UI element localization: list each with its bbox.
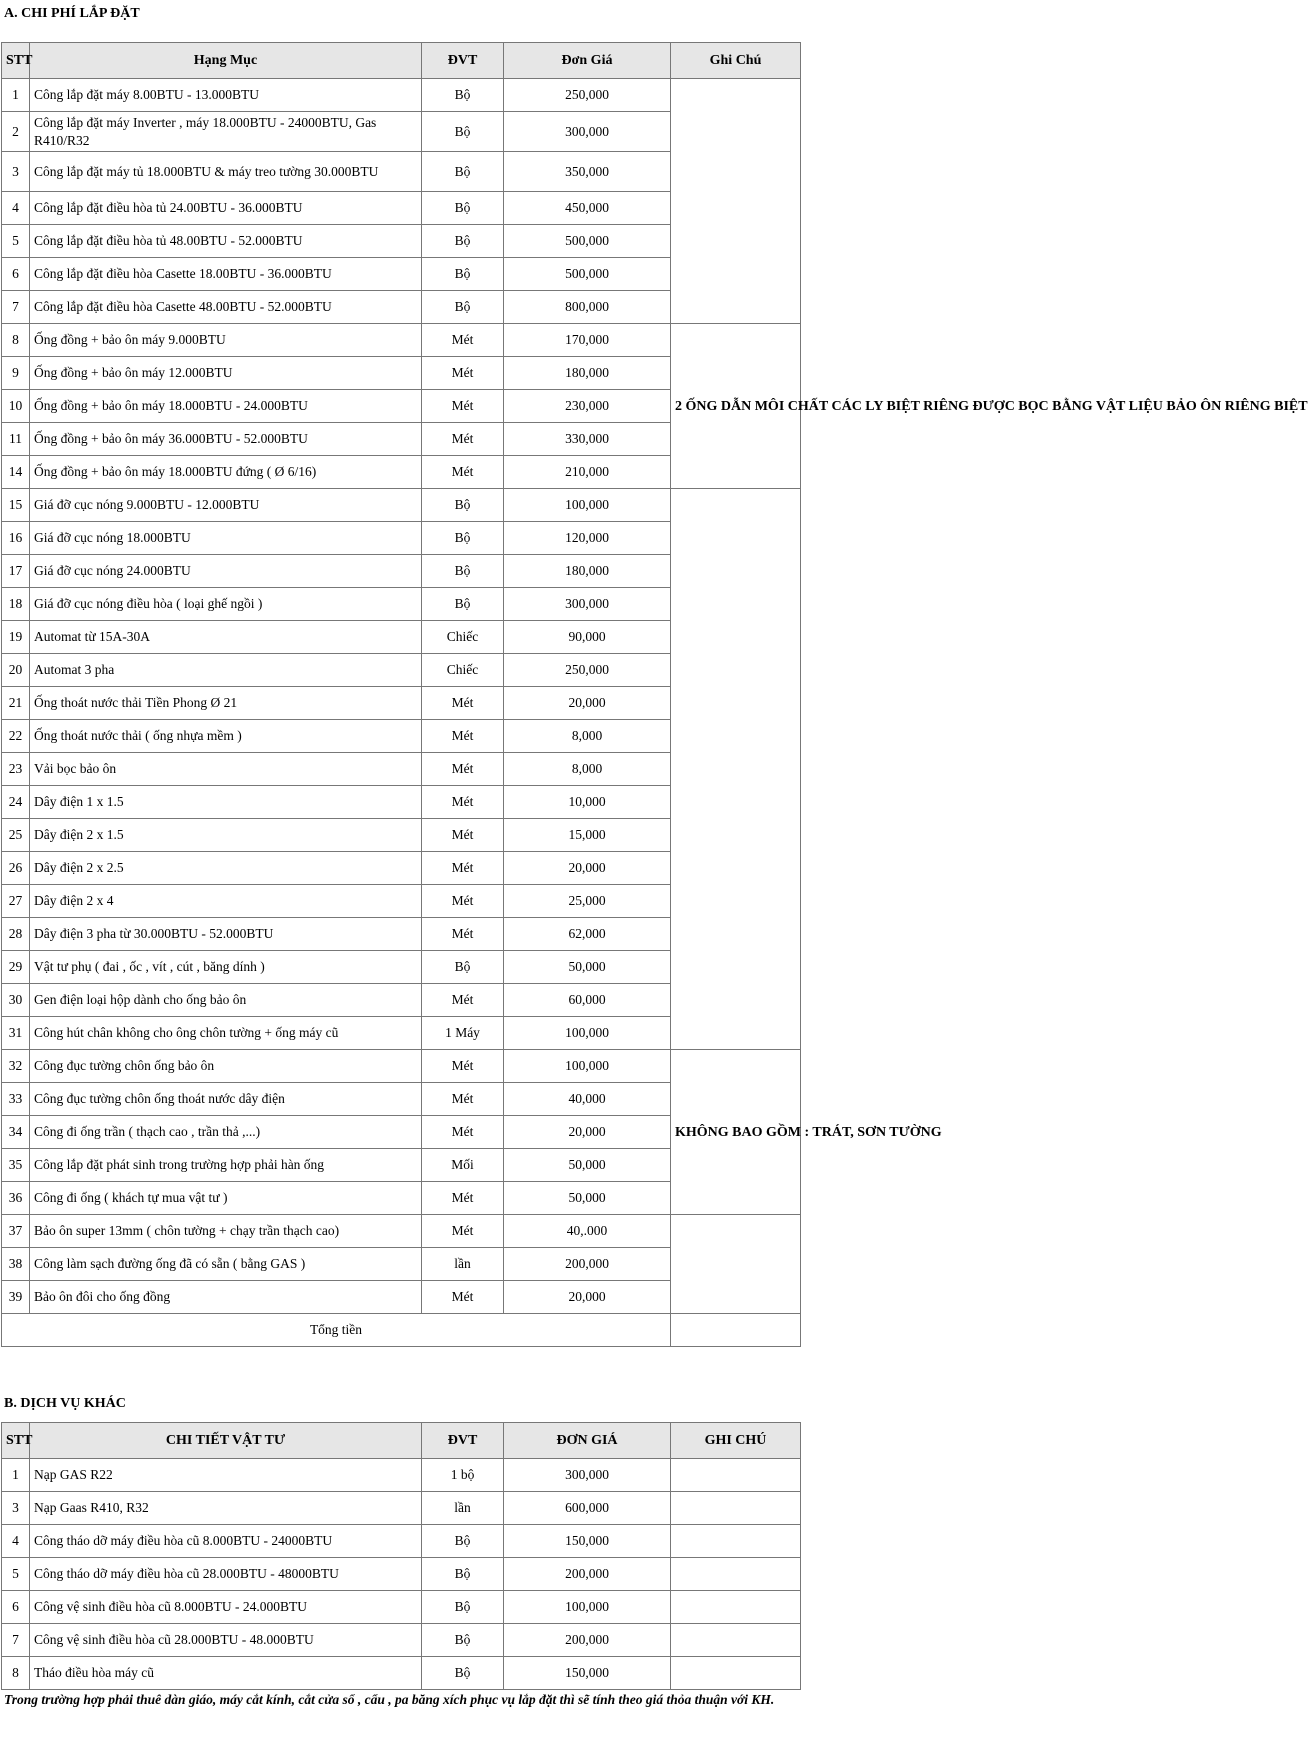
row-stt: 20: [2, 654, 30, 687]
row-stt: 22: [2, 720, 30, 753]
other-services-table: [1, 1422, 801, 1690]
row-price: 150,000: [504, 1525, 671, 1558]
row-unit: lần: [422, 1248, 504, 1281]
row-unit: Mét: [422, 819, 504, 852]
row-stt: 11: [2, 423, 30, 456]
row-item: Gen điện loại hộp dành cho ống bảo ôn: [30, 984, 422, 1017]
row-unit: Mét: [422, 720, 504, 753]
row-unit: Bộ: [422, 489, 504, 522]
row-item: Giá đỡ cục nóng 18.000BTU: [30, 522, 422, 555]
row-price: 230,000: [504, 390, 671, 423]
row-stt: 5: [2, 225, 30, 258]
header-item: Hạng Mục: [30, 43, 422, 79]
row-price: 100,000: [504, 1050, 671, 1083]
footer-note: Trong trường hợp phải thuê dàn giáo, máy cắt kính, cắt cửa sổ , cẩu , pa băng xích phục vụ lắp đặt thì sẽ tính theo giá thỏa thuận với KH.: [4, 1692, 775, 1707]
row-item: Công đục tường chôn ống thoát nước dây điện: [30, 1083, 422, 1116]
row-stt: 24: [2, 786, 30, 819]
table-row: [2, 1050, 801, 1083]
row-price: 600,000: [504, 1492, 671, 1525]
row-stt: 39: [2, 1281, 30, 1314]
row-note: [671, 1492, 801, 1525]
row-stt: 18: [2, 588, 30, 621]
row-price: 500,000: [504, 225, 671, 258]
row-stt: 6: [2, 1591, 30, 1624]
row-stt: 21: [2, 687, 30, 720]
row-stt: 31: [2, 1017, 30, 1050]
row-price: 15,000: [504, 819, 671, 852]
row-stt: 19: [2, 621, 30, 654]
row-item: Giá đỡ cục nóng 9.000BTU - 12.000BTU: [30, 489, 422, 522]
row-unit: Bộ: [422, 588, 504, 621]
row-unit: Mét: [422, 885, 504, 918]
row-item: Giá đỡ cục nóng 24.000BTU: [30, 555, 422, 588]
note-pipes: 2 ỐNG DẪN MÔI CHẤT CÁC LY BIỆT RIÊNG ĐƯỢC BỌC BẰNG VẬT LIỆU BẢO ÔN RIÊNG BIỆT: [671, 324, 801, 489]
row-price: 200,000: [504, 1558, 671, 1591]
row-unit: Mét: [422, 1083, 504, 1116]
row-price: 350,000: [504, 152, 671, 192]
table-row: [2, 1525, 801, 1558]
row-unit: Bộ: [422, 258, 504, 291]
row-stt: 8: [2, 1657, 30, 1690]
row-price: 20,000: [504, 1281, 671, 1314]
row-unit: Mét: [422, 1050, 504, 1083]
row-stt: 5: [2, 1558, 30, 1591]
installation-cost-table: [1, 42, 1308, 1347]
row-price: 330,000: [504, 423, 671, 456]
row-item: Vải bọc bảo ôn: [30, 753, 422, 786]
table-row: [2, 1624, 801, 1657]
row-stt: 4: [2, 1525, 30, 1558]
row-unit: Mét: [422, 324, 504, 357]
row-stt: 15: [2, 489, 30, 522]
row-stt: 25: [2, 819, 30, 852]
row-unit: Mét: [422, 1182, 504, 1215]
row-item: Ống thoát nước thải ( ống nhựa mềm ): [30, 720, 422, 753]
row-unit: Mét: [422, 423, 504, 456]
row-price: 40,000: [504, 1083, 671, 1116]
row-note-empty: [671, 79, 801, 324]
header-stt: STT: [2, 1423, 30, 1459]
row-item: Công hút chân không cho ông chôn tường + ống máy cũ: [30, 1017, 422, 1050]
header-note: Ghi Chú: [671, 43, 801, 79]
table-row: [2, 1492, 801, 1525]
row-price: 250,000: [504, 654, 671, 687]
row-stt: 4: [2, 192, 30, 225]
row-item: Công lắp đặt điều hòa Casette 18.00BTU - 36.000BTU: [30, 258, 422, 291]
row-stt: 26: [2, 852, 30, 885]
row-price: 100,000: [504, 1017, 671, 1050]
table-row: [2, 1459, 801, 1492]
row-unit: 1 bộ: [422, 1459, 504, 1492]
row-note-empty: [671, 1215, 801, 1314]
row-unit: Mét: [422, 786, 504, 819]
row-stt: 3: [2, 1492, 30, 1525]
row-unit: Bộ: [422, 152, 504, 192]
row-item: Công tháo dỡ máy điều hòa cũ 28.000BTU - 48000BTU: [30, 1558, 422, 1591]
row-unit: Mét: [422, 456, 504, 489]
table-row: [2, 1591, 801, 1624]
row-price: 10,000: [504, 786, 671, 819]
section-a-title: A. CHI PHÍ LẮP ĐẶT: [4, 6, 140, 21]
row-price: 800,000: [504, 291, 671, 324]
row-unit: lần: [422, 1492, 504, 1525]
row-item: Ống đồng + bảo ôn máy 18.000BTU đứng ( Ø 6/16): [30, 456, 422, 489]
row-stt: 1: [2, 1459, 30, 1492]
row-item: Công tháo dỡ máy điều hòa cũ 8.000BTU - 24000BTU: [30, 1525, 422, 1558]
row-note: [671, 1525, 801, 1558]
row-unit: Mét: [422, 753, 504, 786]
header-stt: STT: [2, 43, 30, 79]
row-unit: Bộ: [422, 1624, 504, 1657]
row-item: Công vệ sinh điều hòa cũ 8.000BTU - 24.000BTU: [30, 1591, 422, 1624]
header-unit: ĐVT: [422, 1423, 504, 1459]
row-stt: 23: [2, 753, 30, 786]
row-stt: 28: [2, 918, 30, 951]
row-item: Nạp Gaas R410, R32: [30, 1492, 422, 1525]
row-price: 170,000: [504, 324, 671, 357]
row-note: [671, 1624, 801, 1657]
row-stt: 1: [2, 79, 30, 112]
row-price: 100,000: [504, 489, 671, 522]
row-unit: Bộ: [422, 951, 504, 984]
row-price: 500,000: [504, 258, 671, 291]
row-unit: Bộ: [422, 1525, 504, 1558]
row-stt: 7: [2, 291, 30, 324]
row-item: Ống đồng + bảo ôn máy 36.000BTU - 52.000BTU: [30, 423, 422, 456]
row-item: Nạp GAS R22: [30, 1459, 422, 1492]
row-item: Công lắp đặt phát sinh trong trường hợp phải hàn ống: [30, 1149, 422, 1182]
row-item: Dây điện 1 x 1.5: [30, 786, 422, 819]
row-item: Bảo ôn đôi cho ống đồng: [30, 1281, 422, 1314]
row-stt: 35: [2, 1149, 30, 1182]
row-unit: Mét: [422, 852, 504, 885]
row-item: Công làm sạch đường ống đã có sẵn ( bằng GAS ): [30, 1248, 422, 1281]
row-price: 8,000: [504, 753, 671, 786]
row-price: 40,.000: [504, 1215, 671, 1248]
row-stt: 7: [2, 1624, 30, 1657]
row-item: Automat 3 pha: [30, 654, 422, 687]
row-note-empty: [671, 489, 801, 1050]
row-item: Công lắp đặt máy tủ 18.000BTU & máy treo tường 30.000BTU: [30, 152, 422, 192]
row-price: 300,000: [504, 588, 671, 621]
row-price: 20,000: [504, 852, 671, 885]
row-unit: Bộ: [422, 1558, 504, 1591]
row-stt: 8: [2, 324, 30, 357]
row-unit: Mét: [422, 1215, 504, 1248]
row-unit: Bộ: [422, 522, 504, 555]
row-stt: 29: [2, 951, 30, 984]
row-price: 8,000: [504, 720, 671, 753]
row-price: 300,000: [504, 1459, 671, 1492]
row-price: 20,000: [504, 687, 671, 720]
row-price: 25,000: [504, 885, 671, 918]
row-stt: 9: [2, 357, 30, 390]
row-stt: 3: [2, 152, 30, 192]
row-item: Công vệ sinh điều hòa cũ 28.000BTU - 48.000BTU: [30, 1624, 422, 1657]
row-item: Tháo điều hòa máy cũ: [30, 1657, 422, 1690]
row-stt: 10: [2, 390, 30, 423]
row-price: 20,000: [504, 1116, 671, 1149]
row-item: Dây điện 3 pha từ 30.000BTU - 52.000BTU: [30, 918, 422, 951]
row-price: 200,000: [504, 1248, 671, 1281]
row-unit: Mét: [422, 1281, 504, 1314]
row-price: 180,000: [504, 357, 671, 390]
row-unit: Mét: [422, 357, 504, 390]
row-stt: 37: [2, 1215, 30, 1248]
row-unit: Mét: [422, 918, 504, 951]
row-price: 100,000: [504, 1591, 671, 1624]
table-row: [2, 79, 801, 112]
row-item: Ống đồng + bảo ôn máy 12.000BTU: [30, 357, 422, 390]
row-item: Ống đồng + bảo ôn máy 9.000BTU: [30, 324, 422, 357]
row-item: Công lắp đặt điều hòa tủ 24.00BTU - 36.000BTU: [30, 192, 422, 225]
row-item: Công đi ống ( khách tự mua vật tư ): [30, 1182, 422, 1215]
header-item: CHI TIẾT VẬT TƯ: [30, 1423, 422, 1459]
row-unit: Bộ: [422, 112, 504, 152]
total-label: Tổng tiền: [2, 1314, 671, 1347]
row-price: 180,000: [504, 555, 671, 588]
row-unit: Bộ: [422, 225, 504, 258]
row-item: Ống đồng + bảo ôn máy 18.000BTU - 24.000BTU: [30, 390, 422, 423]
row-item: Automat từ 15A-30A: [30, 621, 422, 654]
row-unit: Mét: [422, 687, 504, 720]
row-price: 50,000: [504, 1149, 671, 1182]
row-price: 62,000: [504, 918, 671, 951]
row-price: 210,000: [504, 456, 671, 489]
header-price: Đơn Giá: [504, 43, 671, 79]
table-row: [2, 1558, 801, 1591]
row-item: Công đi ống trần ( thạch cao , trần thả ,...): [30, 1116, 422, 1149]
row-unit: Chiếc: [422, 621, 504, 654]
row-item: Công lắp đặt máy Inverter , máy 18.000BTU - 24000BTU, Gas R410/R32: [30, 112, 422, 152]
row-item: Dây điện 2 x 2.5: [30, 852, 422, 885]
table-row: [2, 324, 801, 357]
table-header-row: [2, 1423, 801, 1459]
row-item: Công lắp đặt máy 8.00BTU - 13.000BTU: [30, 79, 422, 112]
header-note: GHI CHÚ: [671, 1423, 801, 1459]
row-unit: Mét: [422, 984, 504, 1017]
total-row: [2, 1314, 801, 1347]
row-unit: Bộ: [422, 555, 504, 588]
row-unit: Chiếc: [422, 654, 504, 687]
row-item: Giá đỡ cục nóng điều hòa ( loại ghế ngồi ): [30, 588, 422, 621]
row-stt: 36: [2, 1182, 30, 1215]
row-note: [671, 1591, 801, 1624]
row-stt: 14: [2, 456, 30, 489]
row-stt: 16: [2, 522, 30, 555]
row-item: Dây điện 2 x 1.5: [30, 819, 422, 852]
row-stt: 34: [2, 1116, 30, 1149]
table-row: [2, 1657, 801, 1690]
row-item: Dây điện 2 x 4: [30, 885, 422, 918]
row-stt: 6: [2, 258, 30, 291]
row-item: Công đục tường chôn ống bảo ôn: [30, 1050, 422, 1083]
row-stt: 32: [2, 1050, 30, 1083]
row-price: 50,000: [504, 1182, 671, 1215]
row-stt: 17: [2, 555, 30, 588]
row-stt: 33: [2, 1083, 30, 1116]
row-price: 450,000: [504, 192, 671, 225]
row-stt: 2: [2, 112, 30, 152]
row-price: 250,000: [504, 79, 671, 112]
header-price: ĐƠN GIÁ: [504, 1423, 671, 1459]
row-price: 60,000: [504, 984, 671, 1017]
row-unit: Mét: [422, 390, 504, 423]
row-note: [671, 1657, 801, 1690]
row-unit: 1 Máy: [422, 1017, 504, 1050]
note-walls: KHÔNG BAO GỒM : TRÁT, SƠN TƯỜNG: [671, 1050, 801, 1215]
row-price: 200,000: [504, 1624, 671, 1657]
row-stt: 30: [2, 984, 30, 1017]
row-price: 90,000: [504, 621, 671, 654]
row-item: Công lắp đặt điều hòa tủ 48.00BTU - 52.000BTU: [30, 225, 422, 258]
row-unit: Mối: [422, 1149, 504, 1182]
table-row: [2, 1215, 801, 1248]
row-note: [671, 1558, 801, 1591]
section-b-title: B. DỊCH VỤ KHÁC: [4, 1396, 126, 1411]
table-header-row: [2, 43, 801, 79]
row-stt: 27: [2, 885, 30, 918]
table-row: [2, 489, 801, 522]
row-unit: Bộ: [422, 192, 504, 225]
row-item: Vật tư phụ ( đai , ốc , vít , cút , băng dính ): [30, 951, 422, 984]
row-price: 50,000: [504, 951, 671, 984]
row-price: 150,000: [504, 1657, 671, 1690]
header-unit: ĐVT: [422, 43, 504, 79]
total-value: [671, 1314, 801, 1347]
row-unit: Bộ: [422, 291, 504, 324]
row-stt: 38: [2, 1248, 30, 1281]
row-price: 120,000: [504, 522, 671, 555]
row-unit: Bộ: [422, 79, 504, 112]
row-item: Ống thoát nước thải Tiền Phong Ø 21: [30, 687, 422, 720]
row-item: Công lắp đặt điều hòa Casette 48.00BTU - 52.000BTU: [30, 291, 422, 324]
row-unit: Bộ: [422, 1657, 504, 1690]
row-item: Bảo ôn super 13mm ( chôn tường + chạy trần thạch cao): [30, 1215, 422, 1248]
row-price: 300,000: [504, 112, 671, 152]
row-note: [671, 1459, 801, 1492]
row-unit: Bộ: [422, 1591, 504, 1624]
row-unit: Mét: [422, 1116, 504, 1149]
